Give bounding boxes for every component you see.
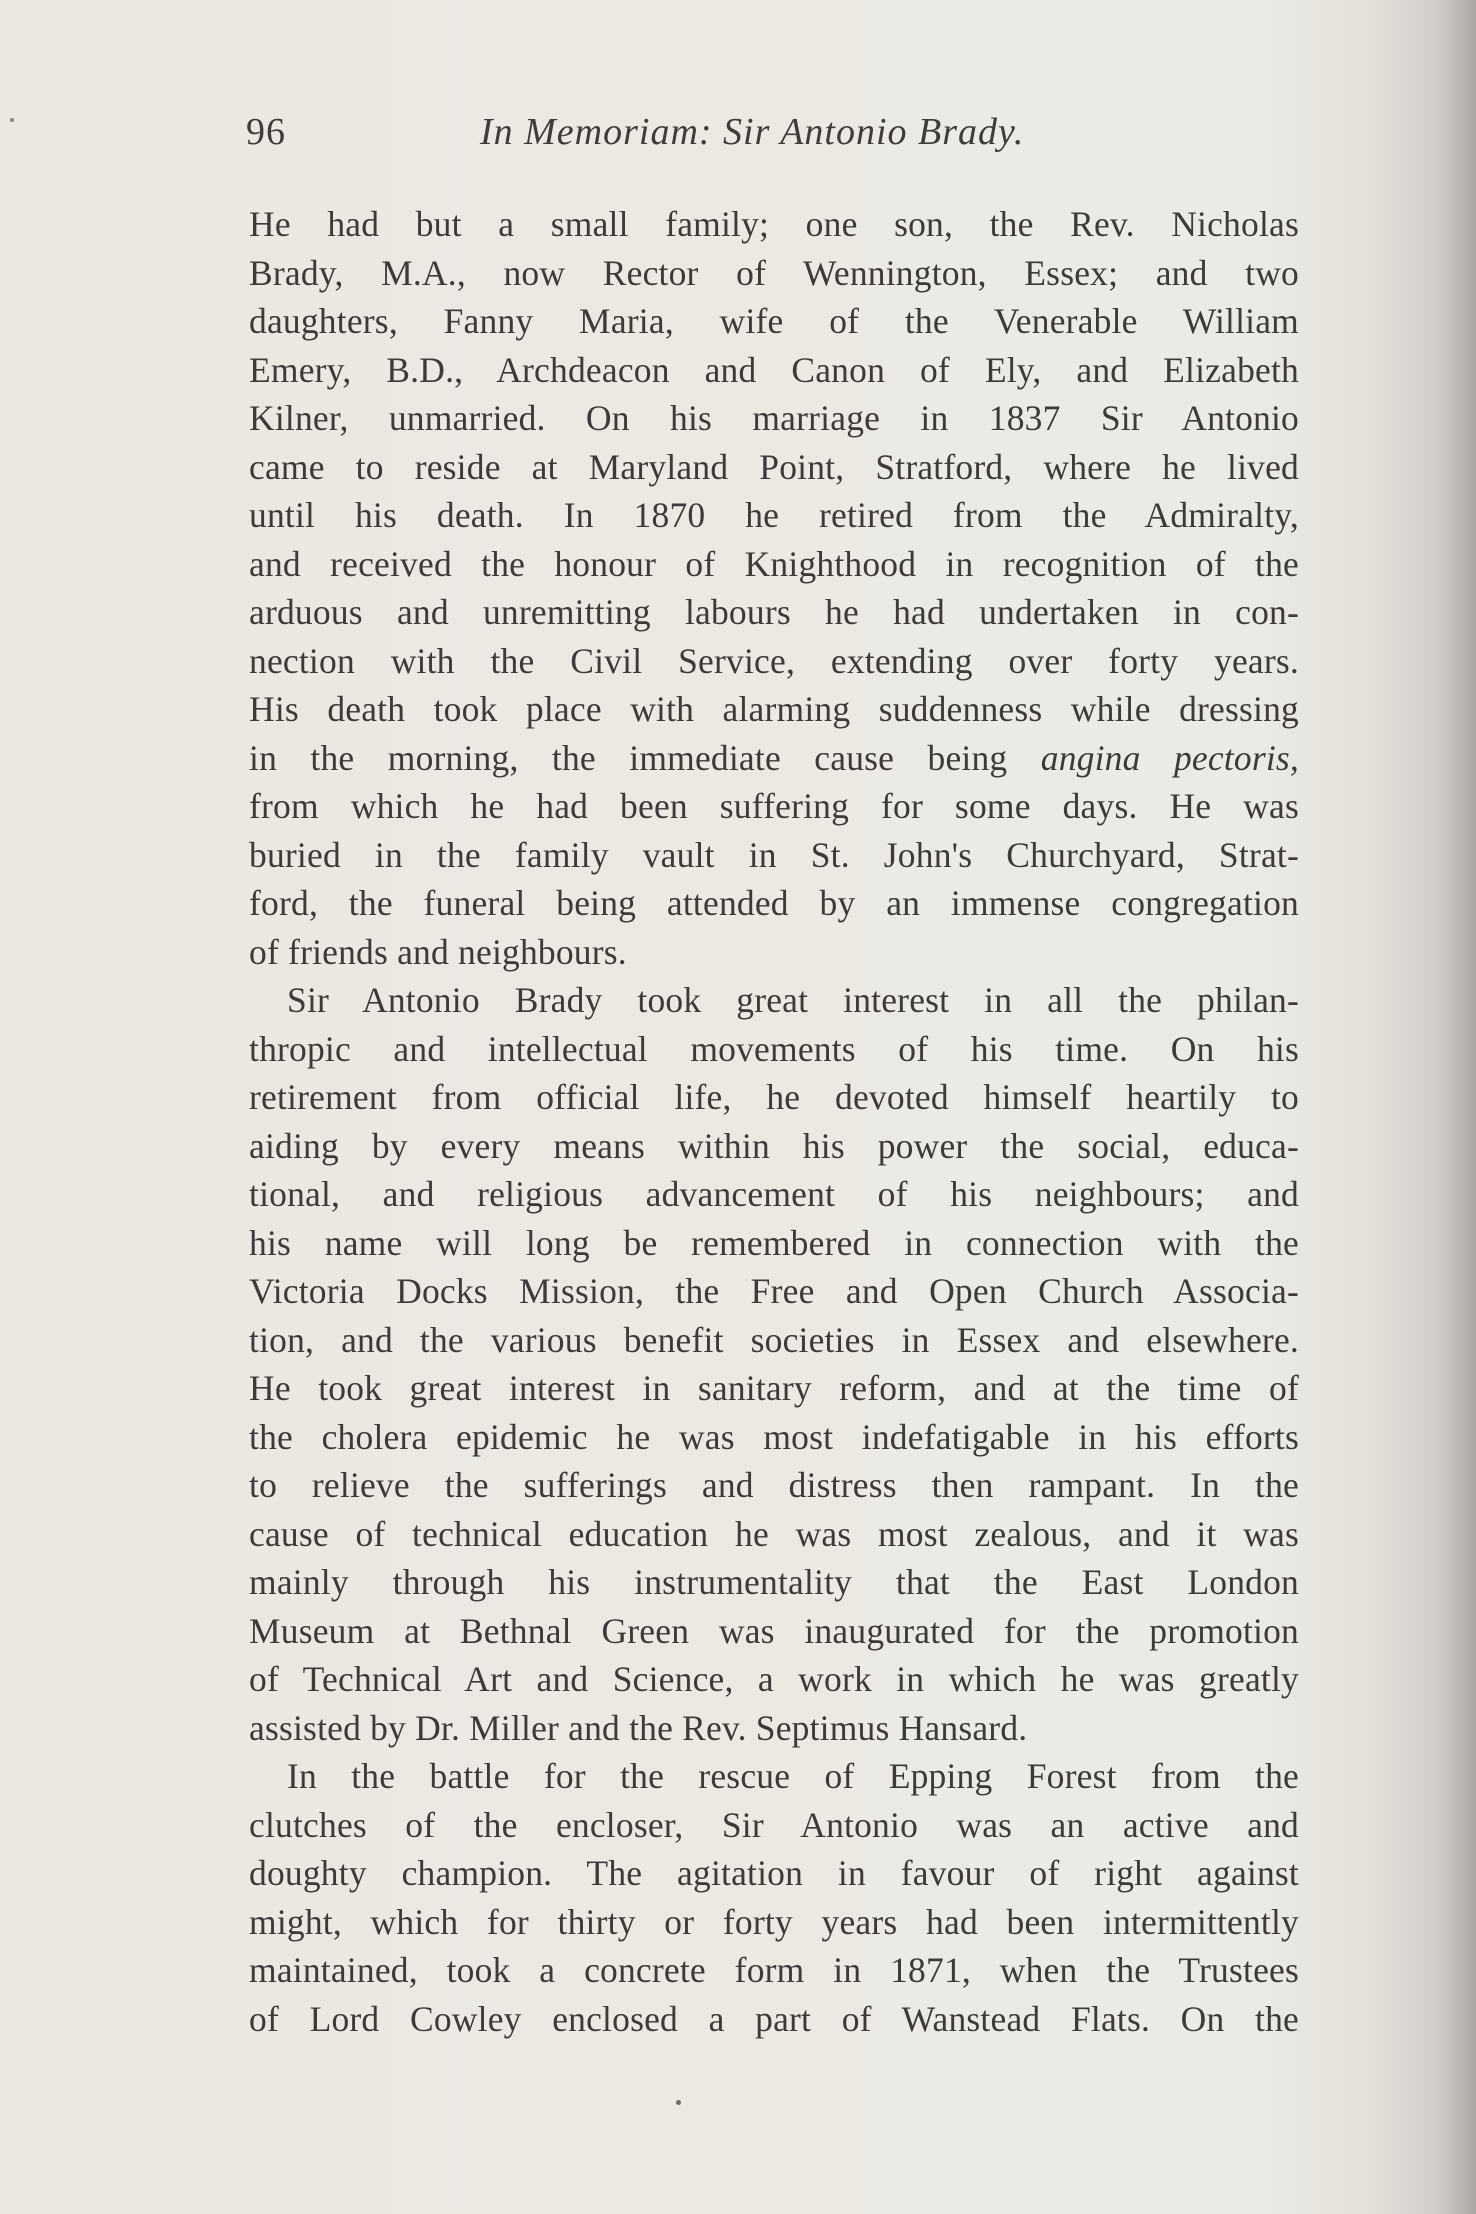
text-line: assisted by Dr. Miller and the Rev. Septimus Hansard.: [249, 1707, 1028, 1748]
text-line: In the battle for the rescue of Epping Forest from the: [287, 1756, 1299, 1796]
text-line: tion, and the various benefit societies in Essex and elsewhere.: [249, 1319, 1299, 1360]
text-line: maintained, took a concrete form in 1871, when the Trustees: [249, 1950, 1299, 1990]
text-line: until his death. In 1870 he retired from the Admiralty,: [249, 495, 1299, 535]
text-line: and received the honour of Knighthood in recognition of the: [249, 543, 1299, 584]
text-line: Sir Antonio Brady took great interest in all the philan-: [287, 980, 1299, 1020]
text-line: his name will long be remembered in connection with the: [249, 1222, 1299, 1263]
text-line: He took great interest in sanitary reform, and at the time of: [249, 1368, 1299, 1408]
text-line: tional, and religious advancement of his neighbours; and: [249, 1174, 1299, 1214]
text-line: Brady, M.A., now Rector of Wennington, Essex; and two: [249, 252, 1299, 293]
text-line: of Lord Cowley enclosed a part of Wanstead Flats. On the: [249, 1998, 1299, 2039]
running-head: [246, 104, 1076, 160]
text-line: arduous and unremitting labours he had undertaken in con-: [249, 592, 1299, 632]
body-text: [249, 200, 1299, 2043]
page-number: 96: [246, 111, 286, 153]
text-line: of Technical Art and Science, a work in which he was greatly: [249, 1659, 1299, 1699]
text-line: came to reside at Maryland Point, Stratford, where he lived: [249, 446, 1299, 487]
text-line: thropic and intellectual movements of his time. On his: [249, 1028, 1299, 1069]
page-edge-shadow: [1446, 0, 1476, 2214]
text-line: clutches of the encloser, Sir Antonio was an active and: [249, 1804, 1299, 1845]
text-line: ford, the funeral being attended by an immense congregation: [249, 883, 1299, 923]
text-line: of friends and neighbours.: [249, 931, 627, 972]
text-line: from which he had been suffering for some days. He was: [249, 786, 1299, 826]
text-line: Emery, B.D., Archdeacon and Canon of Ely, and Elizabeth: [249, 349, 1299, 390]
ink-speck: [676, 2100, 681, 2105]
running-title: In Memoriam: Sir Antonio Brady.: [480, 111, 1025, 153]
text-line: daughters, Fanny Maria, wife of the Venerable William: [249, 301, 1299, 341]
text-line: Victoria Docks Mission, the Free and Open Church Associa-: [249, 1271, 1299, 1311]
text-line: Museum at Bethnal Green was inaugurated for the promotion: [249, 1610, 1299, 1651]
italic-term: angina pectoris,: [1040, 737, 1300, 778]
ink-speck: [10, 118, 14, 122]
text-line: nection with the Civil Service, extending over forty years.: [249, 640, 1299, 681]
text-line: might, which for thirty or forty years had been intermittently: [249, 1901, 1299, 1942]
text-line: the cholera epidemic he was most indefatigable in his efforts: [249, 1416, 1299, 1457]
text-line: His death took place with alarming suddenness while dressing: [249, 689, 1299, 729]
text-line: mainly through his instrumentality that the East London: [249, 1562, 1299, 1602]
text-line: to relieve the sufferings and distress then rampant. In the: [249, 1465, 1299, 1505]
text-line: buried in the family vault in St. John's Churchyard, Strat-: [249, 834, 1299, 875]
text-line: doughty champion. The agitation in favour of right against: [249, 1853, 1299, 1893]
text-line: retirement from official life, he devoted himself heartily to: [249, 1077, 1299, 1117]
text-line: [249, 734, 1299, 783]
text-line: aiding by every means within his power the social, educa-: [249, 1125, 1299, 1166]
text-segment: in the morning, the immediate cause being: [249, 737, 1008, 778]
text-line: cause of technical education he was most zealous, and it was: [249, 1513, 1299, 1554]
text-line: Kilner, unmarried. On his marriage in 1837 Sir Antonio: [249, 398, 1299, 438]
text-line: He had but a small family; one son, the Rev. Nicholas: [249, 204, 1299, 244]
